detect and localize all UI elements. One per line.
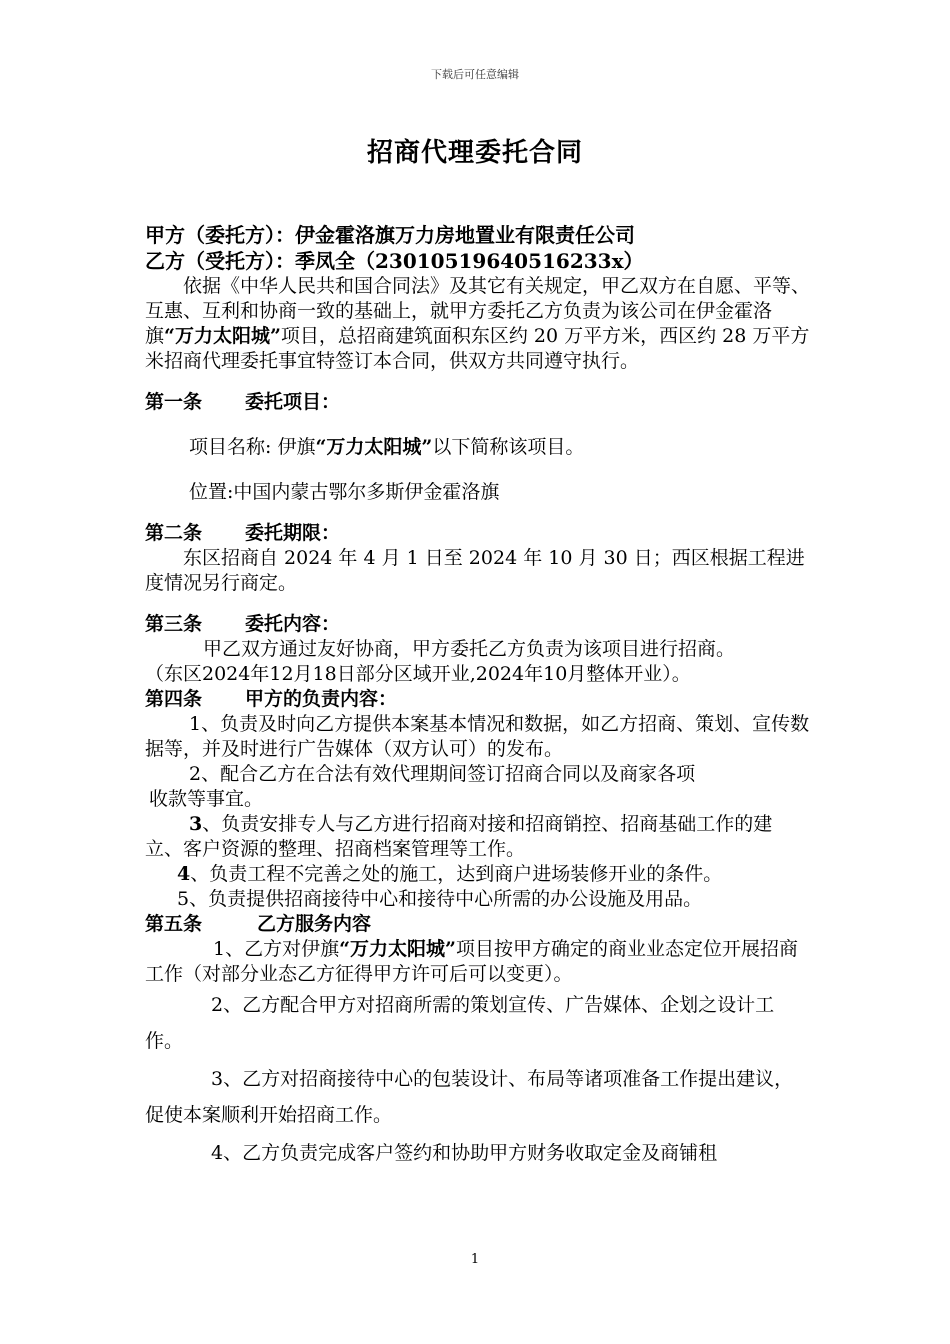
article-4-item-2a: 2、配合乙方在合法有效代理期间签订招商合同以及商家各项	[189, 763, 696, 785]
intro-text-after: 项目，总招商建筑面积东区约 20 万平方米，西区约 28 万平方米招商代理委托事宜特签订本合同，供双方共同遵守执行。	[145, 325, 810, 372]
article-1-project-name	[145, 435, 810, 460]
article-4-item-3-text: 、负责安排专人与乙方进行招商对接和招商销控、招商基础工作的建立、客户资源的整理、招商档案管理等工作。	[145, 813, 773, 860]
article-1-title: 委托项目：	[245, 391, 341, 413]
article-3-number: 第三条	[145, 613, 203, 635]
header-note: 下载后可任意编辑	[431, 68, 519, 81]
party-a-line: 甲方（委托方）：伊金霍洛旗万力房地置业有限责任公司	[145, 223, 635, 247]
article-4-item-1: 1、负责及时向乙方提供本案基本情况和数据，如乙方招商、策划、宣传数据等，并及时进行广告媒体（双方认可）的发布。	[145, 713, 810, 760]
article-3-text-2: （东区2024年12月18日部分区域开业,2024年10月整体开业）。	[145, 663, 691, 685]
article-4-item-5: 5、负责提供招商接待中心和接待中心所需的办公设施及用品。	[177, 888, 703, 910]
article-5-item-4: 4、乙方负责完成客户签约和协助甲方财务收取定金及商铺租	[211, 1142, 718, 1164]
article-5-heading	[145, 912, 810, 937]
page-number: 1	[470, 1252, 480, 1267]
project-name-bold: “万力太阳城”	[315, 436, 433, 458]
article-5-item-1-after: 项目按甲方确定的商业业态定位开展招商工作（对部分业态乙方征得甲方许可后可以变更）。	[145, 938, 798, 985]
article-2-text: 东区招商自 2024 年 4 月 1 日至 2024 年 10 月 30 日；西区根据工程进度情况另行商定。	[145, 547, 805, 594]
project-name-before: 项目名称: 伊旗	[189, 436, 316, 458]
article-4-item-3	[145, 812, 810, 862]
intro-project-name: “万力太阳城”	[164, 325, 281, 347]
article-4-title: 甲方的负责内容：	[245, 688, 398, 710]
article-5-item-1-bold: “万力太阳城”	[339, 938, 456, 960]
article-4-number: 第四条	[145, 688, 203, 710]
article-5-item-3: 3、乙方对招商接待中心的包装设计、布局等诸项准备工作提出建议，促使本案顺利开始招商工作。	[145, 1068, 794, 1126]
intro-text-before: 依据《中华人民共和国合同法》及其它有关规定，甲乙双方在自愿、平等、互惠、互利和协商一致的基础上，就甲方委托乙方负责为该公司在伊金霍洛旗	[145, 275, 811, 347]
article-5-title: 乙方服务内容	[257, 913, 372, 935]
article-4-heading	[145, 687, 810, 712]
article-3-heading	[145, 612, 810, 637]
document-title: 招商代理委托合同	[366, 138, 583, 168]
article-3-text-1: 甲乙双方通过友好协商，甲方委托乙方负责为该项目进行招商。	[203, 638, 736, 660]
article-5-item-1-before: 1、乙方对伊旗	[213, 938, 340, 960]
article-4-item-4	[145, 862, 810, 887]
article-4-item-2b: 收款等事宜。	[149, 788, 264, 810]
article-1-location: 位置:中国内蒙古鄂尔多斯伊金霍洛旗	[189, 481, 500, 503]
article-1-heading	[145, 390, 810, 415]
article-4-item-4-number: 4	[177, 863, 191, 885]
article-2-heading	[145, 521, 810, 546]
article-4-item-4-text: 、负责工程不完善之处的施工，达到商户进场装修开业的条件。	[190, 863, 723, 885]
document-body	[145, 222, 810, 1171]
article-4-item-3-number: 3	[189, 813, 203, 835]
article-2-number: 第二条	[145, 522, 203, 544]
article-3-title: 委托内容：	[245, 613, 341, 635]
article-1-number: 第一条	[145, 391, 203, 413]
article-2-title: 委托期限：	[245, 522, 341, 544]
article-5-item-1	[145, 937, 810, 987]
article-5-number: 第五条	[145, 913, 203, 935]
intro-paragraph	[145, 274, 810, 374]
party-b-line: 乙方（受托方）：季凤全（23010519640516233x）	[145, 249, 644, 273]
article-5-item-2: 2、乙方配合甲方对招商所需的策划宣传、广告媒体、企划之设计工作。	[145, 994, 775, 1052]
project-name-after: 以下简称该项目。	[432, 436, 585, 458]
